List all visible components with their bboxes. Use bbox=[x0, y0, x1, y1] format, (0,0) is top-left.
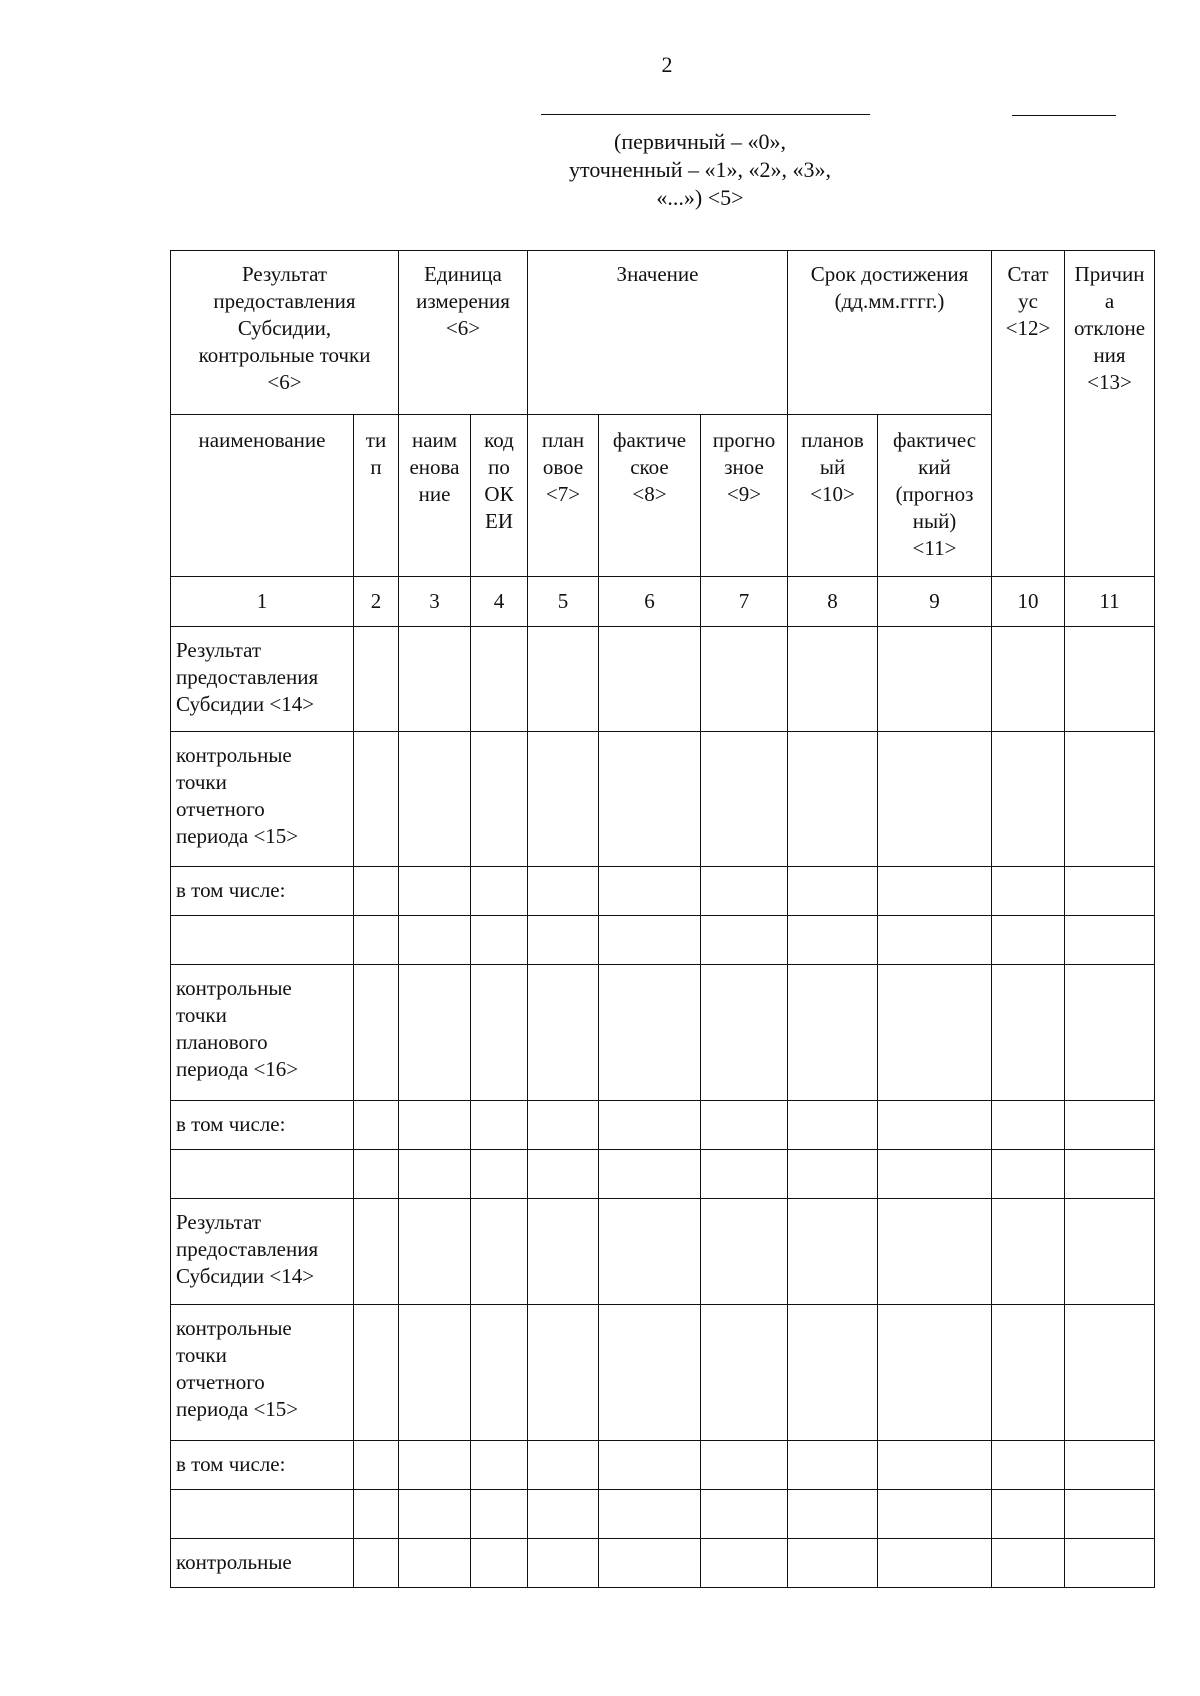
empty-cell[interactable] bbox=[528, 1101, 599, 1150]
empty-cell[interactable] bbox=[471, 1490, 528, 1539]
header-line: Срок достижения bbox=[810, 262, 969, 286]
row-label-line: контрольные bbox=[176, 976, 292, 1000]
subheader-line: код bbox=[484, 428, 514, 452]
empty-cell[interactable] bbox=[471, 1150, 528, 1199]
empty-cell[interactable] bbox=[528, 965, 599, 1101]
empty-cell[interactable] bbox=[992, 1539, 1065, 1588]
header-reason bbox=[1065, 251, 1155, 577]
empty-cell[interactable] bbox=[1065, 1101, 1155, 1150]
header-line: <6> bbox=[445, 316, 481, 340]
table-row bbox=[171, 1539, 1155, 1588]
empty-cell[interactable] bbox=[1065, 1305, 1155, 1441]
row-label bbox=[171, 916, 354, 965]
row-label bbox=[171, 1441, 354, 1490]
empty-cell[interactable] bbox=[1065, 1150, 1155, 1199]
header-line: измерения bbox=[416, 289, 510, 313]
subheader-value-planned bbox=[528, 415, 599, 577]
empty-cell[interactable] bbox=[788, 965, 878, 1101]
empty-cell[interactable] bbox=[992, 732, 1065, 867]
row-label-line: отчетного bbox=[176, 1370, 265, 1394]
table-row bbox=[171, 1441, 1155, 1490]
empty-cell[interactable] bbox=[471, 867, 528, 916]
empty-cell[interactable] bbox=[788, 1199, 878, 1305]
note-line: уточненный – «1», «2», «3», bbox=[569, 157, 831, 182]
subheader-line: наименование bbox=[198, 428, 326, 452]
empty-cell[interactable] bbox=[878, 1490, 992, 1539]
header-result bbox=[171, 251, 399, 415]
table-row bbox=[171, 1101, 1155, 1150]
subheader-unit-code bbox=[471, 415, 528, 577]
empty-cell[interactable] bbox=[471, 916, 528, 965]
empty-cell[interactable] bbox=[701, 965, 788, 1101]
empty-cell[interactable] bbox=[701, 867, 788, 916]
row-label bbox=[171, 965, 354, 1101]
column-number: 9 bbox=[878, 577, 992, 627]
column-number-row bbox=[171, 577, 1155, 627]
empty-cell[interactable] bbox=[1065, 1199, 1155, 1305]
empty-cell[interactable] bbox=[599, 1539, 701, 1588]
subheader-line: ское bbox=[630, 455, 669, 479]
row-label bbox=[171, 1199, 354, 1305]
table-row bbox=[171, 1150, 1155, 1199]
empty-cell[interactable] bbox=[399, 965, 471, 1101]
empty-cell[interactable] bbox=[788, 732, 878, 867]
header-line: предоставления bbox=[213, 289, 356, 313]
empty-cell[interactable] bbox=[1065, 1441, 1155, 1490]
empty-cell[interactable] bbox=[528, 1490, 599, 1539]
note-line: «...») <5> bbox=[656, 185, 744, 210]
empty-cell[interactable] bbox=[528, 1150, 599, 1199]
subheader-line: по bbox=[488, 455, 510, 479]
empty-cell[interactable] bbox=[528, 1441, 599, 1490]
empty-cell[interactable] bbox=[599, 867, 701, 916]
empty-cell[interactable] bbox=[701, 1305, 788, 1441]
header-line: (дд.мм.гггг.) bbox=[834, 289, 945, 313]
subheader-line: <9> bbox=[726, 482, 762, 506]
header-line: отклоне bbox=[1073, 316, 1146, 340]
subheader-line: п bbox=[370, 455, 382, 479]
empty-cell[interactable] bbox=[878, 1199, 992, 1305]
subheader-value-forecast bbox=[701, 415, 788, 577]
results-table bbox=[170, 250, 1155, 1588]
subheader-line: ый bbox=[819, 455, 846, 479]
empty-cell[interactable] bbox=[701, 1101, 788, 1150]
empty-cell[interactable] bbox=[399, 627, 471, 732]
row-label-line: предоставления bbox=[176, 1237, 319, 1261]
signature-line bbox=[541, 114, 870, 115]
subheader-result-name bbox=[171, 415, 354, 577]
empty-cell[interactable] bbox=[992, 627, 1065, 732]
empty-cell[interactable] bbox=[399, 1305, 471, 1441]
empty-cell[interactable] bbox=[992, 1490, 1065, 1539]
empty-cell[interactable] bbox=[471, 732, 528, 867]
row-label bbox=[171, 867, 354, 916]
empty-cell[interactable] bbox=[354, 965, 399, 1101]
column-number: 6 bbox=[599, 577, 701, 627]
header-line: ус bbox=[1018, 289, 1038, 313]
subheader-line: (прогноз bbox=[895, 482, 974, 506]
header-line: Причин bbox=[1074, 262, 1145, 286]
empty-cell[interactable] bbox=[354, 732, 399, 867]
report-type-note bbox=[500, 128, 900, 212]
empty-cell[interactable] bbox=[878, 732, 992, 867]
empty-cell[interactable] bbox=[471, 1441, 528, 1490]
table-row bbox=[171, 627, 1155, 732]
subheader-line: кий bbox=[918, 455, 951, 479]
empty-cell[interactable] bbox=[701, 1150, 788, 1199]
row-label bbox=[171, 1101, 354, 1150]
empty-cell[interactable] bbox=[399, 1101, 471, 1150]
empty-cell[interactable] bbox=[701, 732, 788, 867]
column-number: 11 bbox=[1065, 577, 1155, 627]
column-number: 4 bbox=[471, 577, 528, 627]
table-row bbox=[171, 732, 1155, 867]
row-label bbox=[171, 1539, 354, 1588]
column-number: 2 bbox=[354, 577, 399, 627]
table-row bbox=[171, 916, 1155, 965]
subheader-line: ти bbox=[365, 428, 387, 452]
row-label bbox=[171, 1305, 354, 1441]
empty-cell[interactable] bbox=[399, 732, 471, 867]
empty-cell[interactable] bbox=[992, 1199, 1065, 1305]
subheader-line: наим bbox=[411, 428, 458, 452]
table-body bbox=[171, 627, 1155, 1588]
subheader-line: овое bbox=[542, 455, 584, 479]
row-label-line: контрольные bbox=[176, 743, 292, 767]
empty-cell[interactable] bbox=[701, 1539, 788, 1588]
header-line: Единица bbox=[424, 262, 502, 286]
empty-cell[interactable] bbox=[878, 867, 992, 916]
row-label bbox=[171, 1490, 354, 1539]
empty-cell[interactable] bbox=[354, 1199, 399, 1305]
empty-cell[interactable] bbox=[599, 1490, 701, 1539]
empty-cell[interactable] bbox=[354, 916, 399, 965]
column-number: 1 bbox=[171, 577, 354, 627]
empty-cell[interactable] bbox=[599, 916, 701, 965]
subheader-line: фактичес bbox=[893, 428, 977, 452]
empty-cell[interactable] bbox=[701, 916, 788, 965]
subheader-line: прогно bbox=[712, 428, 776, 452]
empty-cell[interactable] bbox=[788, 916, 878, 965]
empty-cell[interactable] bbox=[1065, 627, 1155, 732]
empty-cell[interactable] bbox=[701, 1199, 788, 1305]
empty-cell[interactable] bbox=[992, 965, 1065, 1101]
empty-cell[interactable] bbox=[878, 627, 992, 732]
note-line: (первичный – «0», bbox=[614, 129, 786, 154]
subheader-unit-name bbox=[399, 415, 471, 577]
empty-cell[interactable] bbox=[528, 1539, 599, 1588]
row-label-line: Результат bbox=[176, 1210, 262, 1234]
subheader-line: <11> bbox=[912, 536, 957, 560]
empty-cell[interactable] bbox=[528, 732, 599, 867]
empty-cell[interactable] bbox=[471, 1101, 528, 1150]
header-line: Стат bbox=[1007, 262, 1049, 286]
empty-cell[interactable] bbox=[701, 1441, 788, 1490]
row-label-line: периода <16> bbox=[176, 1057, 299, 1081]
header-line: а bbox=[1104, 289, 1115, 313]
empty-cell[interactable] bbox=[354, 627, 399, 732]
empty-cell[interactable] bbox=[878, 1150, 992, 1199]
column-number: 7 bbox=[701, 577, 788, 627]
header-line: ния bbox=[1093, 343, 1126, 367]
header-term bbox=[788, 251, 992, 415]
empty-cell[interactable] bbox=[701, 627, 788, 732]
row-label-line: Субсидии <14> bbox=[176, 1264, 315, 1288]
row-label-line: контрольные bbox=[176, 1316, 292, 1340]
empty-cell[interactable] bbox=[528, 1199, 599, 1305]
empty-cell[interactable] bbox=[1065, 965, 1155, 1101]
row-label bbox=[171, 627, 354, 732]
header-line: Субсидии, bbox=[237, 316, 332, 340]
row-label-line: в том числе: bbox=[176, 1112, 286, 1136]
empty-cell[interactable] bbox=[528, 627, 599, 732]
empty-cell[interactable] bbox=[599, 1150, 701, 1199]
subheader-line: <8> bbox=[632, 482, 667, 506]
empty-cell[interactable] bbox=[1065, 916, 1155, 965]
row-label-line: периода <15> bbox=[176, 824, 299, 848]
row-label bbox=[171, 732, 354, 867]
empty-cell[interactable] bbox=[599, 1199, 701, 1305]
header-unit bbox=[399, 251, 528, 415]
empty-cell[interactable] bbox=[471, 627, 528, 732]
table-row bbox=[171, 867, 1155, 916]
subheader-line: ОК bbox=[484, 482, 514, 506]
column-number: 5 bbox=[528, 577, 599, 627]
empty-cell[interactable] bbox=[354, 1101, 399, 1150]
empty-cell[interactable] bbox=[1065, 1490, 1155, 1539]
empty-cell[interactable] bbox=[878, 1305, 992, 1441]
empty-cell[interactable] bbox=[1065, 867, 1155, 916]
empty-cell[interactable] bbox=[354, 1539, 399, 1588]
row-label-line: планового bbox=[176, 1030, 268, 1054]
empty-cell[interactable] bbox=[992, 916, 1065, 965]
empty-cell[interactable] bbox=[788, 1101, 878, 1150]
subheader-result-type bbox=[354, 415, 399, 577]
empty-cell[interactable] bbox=[599, 1101, 701, 1150]
empty-cell[interactable] bbox=[701, 1490, 788, 1539]
empty-cell[interactable] bbox=[471, 1305, 528, 1441]
empty-cell[interactable] bbox=[878, 1441, 992, 1490]
header-value bbox=[528, 251, 788, 415]
empty-cell[interactable] bbox=[399, 916, 471, 965]
subheader-term-actual bbox=[878, 415, 992, 577]
header-line: контрольные точки bbox=[198, 343, 371, 367]
empty-cell[interactable] bbox=[1065, 1539, 1155, 1588]
empty-cell[interactable] bbox=[354, 1490, 399, 1539]
column-number: 10 bbox=[992, 577, 1065, 627]
empty-cell[interactable] bbox=[992, 867, 1065, 916]
empty-cell[interactable] bbox=[399, 1441, 471, 1490]
row-label-line: Результат bbox=[176, 638, 262, 662]
empty-cell[interactable] bbox=[399, 1150, 471, 1199]
empty-cell[interactable] bbox=[992, 1101, 1065, 1150]
empty-cell[interactable] bbox=[471, 1539, 528, 1588]
column-number: 3 bbox=[399, 577, 471, 627]
row-label-line: отчетного bbox=[176, 797, 265, 821]
header-line: Результат bbox=[241, 262, 328, 286]
row-label-line: точки bbox=[176, 770, 227, 794]
empty-cell[interactable] bbox=[788, 1441, 878, 1490]
empty-cell[interactable] bbox=[471, 965, 528, 1101]
row-label-line: в том числе: bbox=[176, 1452, 286, 1476]
column-number: 8 bbox=[788, 577, 878, 627]
row-label-line: контрольные bbox=[176, 1550, 292, 1574]
empty-cell[interactable] bbox=[992, 1150, 1065, 1199]
subheader-term-planned bbox=[788, 415, 878, 577]
empty-cell[interactable] bbox=[471, 1199, 528, 1305]
table-row bbox=[171, 1490, 1155, 1539]
row-label-line: периода <15> bbox=[176, 1397, 299, 1421]
empty-cell[interactable] bbox=[354, 1441, 399, 1490]
empty-cell[interactable] bbox=[399, 867, 471, 916]
subheader-line: енова bbox=[409, 455, 460, 479]
subheader-line: зное bbox=[724, 455, 764, 479]
empty-cell[interactable] bbox=[399, 1199, 471, 1305]
empty-cell[interactable] bbox=[399, 1539, 471, 1588]
header-line: <13> bbox=[1087, 370, 1132, 394]
subheader-value-actual bbox=[599, 415, 701, 577]
empty-cell[interactable] bbox=[528, 1305, 599, 1441]
header-line: <12> bbox=[1005, 316, 1051, 340]
row-label-line: в том числе: bbox=[176, 878, 286, 902]
empty-cell[interactable] bbox=[788, 867, 878, 916]
row-label-line: предоставления bbox=[176, 665, 319, 689]
empty-cell[interactable] bbox=[788, 1490, 878, 1539]
empty-cell[interactable] bbox=[878, 916, 992, 965]
header-status bbox=[992, 251, 1065, 577]
empty-cell[interactable] bbox=[992, 1305, 1065, 1441]
empty-cell[interactable] bbox=[599, 732, 701, 867]
subheader-line: <7> bbox=[545, 482, 581, 506]
table-row bbox=[171, 1199, 1155, 1305]
empty-cell[interactable] bbox=[878, 1539, 992, 1588]
empty-cell[interactable] bbox=[599, 965, 701, 1101]
subheader-line: <10> bbox=[810, 482, 855, 506]
empty-cell[interactable] bbox=[354, 867, 399, 916]
header-line: <6> bbox=[267, 370, 302, 394]
empty-cell[interactable] bbox=[354, 1150, 399, 1199]
page-number: 2 bbox=[661, 52, 673, 77]
subheader-line: ЕИ bbox=[485, 509, 513, 533]
subheader-line: ный) bbox=[912, 509, 957, 533]
empty-cell[interactable] bbox=[788, 1305, 878, 1441]
empty-cell[interactable] bbox=[788, 1539, 878, 1588]
subheader-line: планов bbox=[801, 428, 864, 452]
empty-cell[interactable] bbox=[599, 1441, 701, 1490]
row-label-line: точки bbox=[176, 1343, 227, 1367]
header-line: Значение bbox=[616, 262, 699, 286]
empty-cell[interactable] bbox=[528, 916, 599, 965]
empty-cell[interactable] bbox=[788, 1150, 878, 1199]
empty-cell[interactable] bbox=[599, 627, 701, 732]
header-group-row bbox=[171, 251, 1155, 415]
empty-cell[interactable] bbox=[788, 627, 878, 732]
empty-cell[interactable] bbox=[354, 1305, 399, 1441]
row-label-line: точки bbox=[176, 1003, 227, 1027]
empty-cell[interactable] bbox=[1065, 732, 1155, 867]
row-label bbox=[171, 1150, 354, 1199]
subheader-line: ние bbox=[418, 482, 451, 506]
row-label-line: Субсидии <14> bbox=[176, 692, 315, 716]
empty-cell[interactable] bbox=[399, 1490, 471, 1539]
date-line bbox=[1012, 115, 1116, 116]
empty-cell[interactable] bbox=[599, 1305, 701, 1441]
subheader-line: фактиче bbox=[612, 428, 687, 452]
empty-cell[interactable] bbox=[878, 1101, 992, 1150]
empty-cell[interactable] bbox=[528, 867, 599, 916]
table-row bbox=[171, 965, 1155, 1101]
empty-cell[interactable] bbox=[878, 965, 992, 1101]
subheader-line: план bbox=[541, 428, 585, 452]
table-row bbox=[171, 1305, 1155, 1441]
empty-cell[interactable] bbox=[992, 1441, 1065, 1490]
